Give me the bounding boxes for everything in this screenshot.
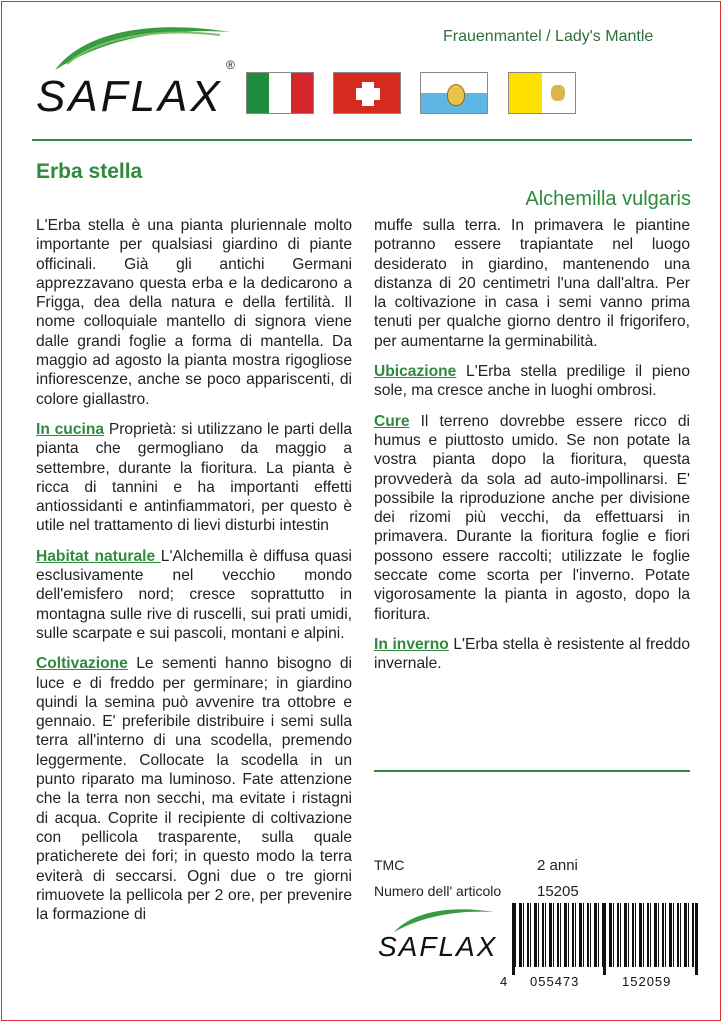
cure-paragraph: Cure Il terreno dovrebbe essere ricco di humus e piuttosto umido. Se non potate la vostra pianta dopo la fioritura, questa provvederà da sola ad auto-impollinarsi. E' possibile la riproduzione anche per divisione dei rizomi più vecchi, da effettuarsi in primavera. Durante la fioritura foglie e fiori possono essere raccolti; utilizzate le foglie seccate come scorta per l'inverno. Potate vigorosamente la pianta in agosto, dopo la fioritura. [374,412,690,623]
header-divider [32,139,692,141]
inverno-heading: In inverno [374,635,449,653]
barcode-guard-right [695,903,698,975]
cucina-paragraph: In cucina Proprietà: si utilizzano le parti della pianta che germogliano da maggio a settembre, durante la fioritura. La pianta è ricca di tannini e ha importanti effetti antiossidanti e antinfiammatori, per questo è utile nel trattamento di lievi disturbi intestin [36,420,353,535]
footer-logo-text: SAFLAX [378,931,498,962]
coltivazione-paragraph: Coltivazione Le sementi hanno bisogno di luce e di freddo per germinare; in giardino quindi la semina può avvenire tra ottobre e gennaio. E' preferibile distribuire i semi sulla terra all'interno di una scodella, premendo leggermente. Collocate la scodella in un punto riparato ma luminoso. Fate attenzione che la terra non secchi, ma evitate i ristagni di acqua. Coprite il recipiente di coltivazione con pellicola trasparente, sulla quale praticherete dei fori; in questo modo la terra eviterà di seccarsi. Ogni due o tre giorni rimuovete la pellicola per 2 ore, per prevenire la formazione di [36,655,352,924]
inverno-paragraph: In inverno L'Erba stella è resistente al freddo invernale. [374,635,690,673]
left-column [36,216,352,935]
footer-logo [376,905,506,975]
page-title: Erba stella [36,160,143,183]
ubicazione-paragraph: Ubicazione L'Erba stella predilige il pieno sole, ma cresce anche in luoghi ombrosi. [374,363,690,400]
cucina-heading: In cucina [36,420,105,438]
flag-italy-icon [246,72,314,114]
tmc-value: 2 anni [537,857,578,874]
cure-heading: Cure [374,412,410,430]
article-value: 15205 [537,883,579,900]
logo-text: SAFLAX [36,72,223,121]
right-column [374,216,690,685]
logo [30,20,245,120]
barcode-guard-middle [603,903,606,975]
flag-vatican-icon [508,72,576,114]
product-label: Frauenmantel / Lady's Mantle [443,28,654,45]
ubicazione-heading: Ubicazione [374,363,457,381]
latin-name: Alchemilla vulgaris [525,188,691,210]
barcode-left-group: 055473 [530,974,580,989]
barcode-right-group: 152059 [622,974,672,989]
logo-swoosh-icon [45,20,235,75]
habitat-heading: Habitat naturale [36,547,161,565]
coltivazione-heading: Coltivazione [36,655,128,673]
barcode-first-digit: 4 [500,974,508,989]
continuation-paragraph: muffe sulla terra. In primavera le piantine potranno essere trapiantate nel luogo desiderato in giardino, mantenendo una distanza di 20 centimetri l'una dall'altra. Per la coltivazione in casa i semi vanno prima tenuti per qualche giorno dentro il frigorifero, per aumentarne la germinabilità. [374,217,690,350]
flag-switzerland-icon [333,72,401,114]
article-label: Numero dell' articolo [374,883,502,899]
flag-san-marino-icon [420,72,488,114]
registered-mark: ® [226,58,235,72]
habitat-paragraph: Habitat naturale L'Alchemilla è diffusa quasi esclusivamente nel vecchio mondo dell'emisfero nord; cresce soprattutto in montagna sulle rive di ruscelli, sui prati umidi, sulle scarpate e sui pascoli, montani e alpini. [36,547,352,642]
tmc-label: TMC [374,857,405,873]
info-divider [374,770,690,772]
intro-paragraph: L'Erba stella è una pianta pluriennale molto importante per qualsiasi giardino di piante officinali. Già gli antichi Germani apprezzavano questa erba e la dedicarono a Frigga, dea della natura e della fertilità. Il nome colloquiale mantello di signora viene dalle grandi foglie a forma di mantella. Da maggio ad agosto la pianta mostra rigogliose infiorescenze, anche se poco appariscenti, di colore giallastro. [36,217,352,408]
barcode-guard-left [512,903,515,975]
